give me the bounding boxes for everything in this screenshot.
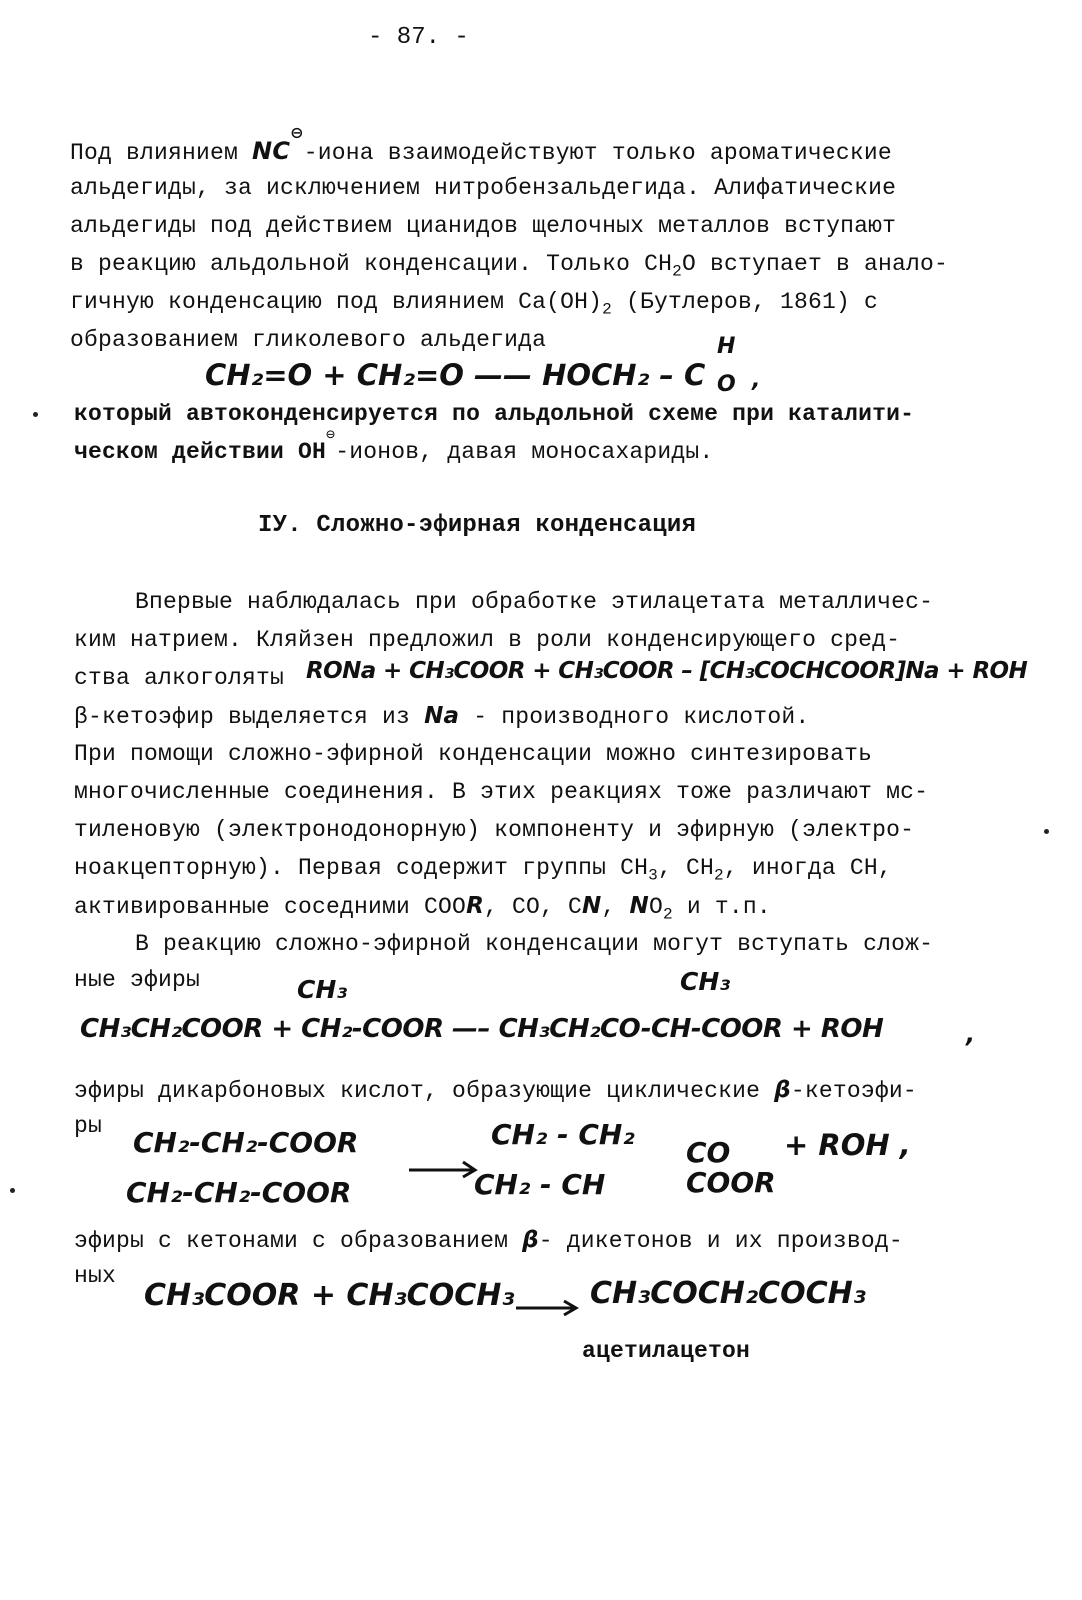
charge-sign: ⊖ <box>290 123 304 143</box>
text: O вступает в анало- <box>681 251 949 277</box>
eq1-left: CH₂=O + CH₂=O —— HOCH₂ – C <box>205 358 706 392</box>
para3-line9 <box>74 893 771 924</box>
eq2-ch3-b: CH₃ <box>680 967 731 996</box>
eq3-product-co: CO <box>686 1136 731 1169</box>
eq3-reactant-1: CH₂-CH₂-COOR <box>133 1126 359 1159</box>
text: β-кетоэфир выделяется из <box>74 704 411 730</box>
text: гичную конденсацию под влиянием Ca(OH) <box>70 289 603 315</box>
eq2-ch3-a: CH₃ <box>297 975 348 1004</box>
text: , иногда CH, <box>723 855 892 881</box>
beta-symbol: β <box>522 1227 539 1253</box>
para3-line8 <box>74 855 892 885</box>
para6-line2: ных <box>74 1263 117 1289</box>
para3-line4 <box>74 703 809 730</box>
text: (Бутлеров, 1861) с <box>611 289 878 315</box>
para1-line3: альдегиды под действием цианидов щелочных металлов вступают <box>70 213 897 239</box>
eq4-arrow <box>512 1296 582 1320</box>
eq4-left: CH₃COOR + CH₃COCH₃ <box>144 1278 515 1313</box>
para1-line6: образованием гликолевого альдегида <box>70 327 547 353</box>
para1-line1 <box>70 123 892 166</box>
section-heading: IУ. Сложно-эфирная конденсация <box>258 512 697 539</box>
para3-line1: Впервые наблюдалась при обработке этилацетата металличес- <box>135 589 934 615</box>
beta-symbol: β <box>774 1077 791 1103</box>
text: эфиры с кетонами с образованием <box>74 1228 509 1254</box>
eq3-arrow <box>405 1150 481 1180</box>
text: активированные соседними COO <box>74 894 467 920</box>
charge-sign: ⊖ <box>326 427 336 445</box>
eq3-product-2: CH₂ - CH <box>474 1168 606 1201</box>
equation-1 <box>205 358 705 392</box>
para2-line2 <box>74 427 714 465</box>
scan-speck <box>10 1188 15 1193</box>
text: в реакцию альдольной конденсации. Только CH <box>70 251 673 277</box>
page-number: - 87. - <box>368 24 469 51</box>
formula-n: N <box>582 893 602 919</box>
eq3-product-1: CH₂ - CH₂ <box>491 1118 635 1151</box>
text: -кетоэфи- <box>790 1078 917 1104</box>
subscript: 2 <box>662 905 673 924</box>
eq-claisen: RONa + CH₃COOR + CH₃COOR – [CH₃COCHCOOR]Na + ROH <box>306 658 1028 684</box>
para6-line1 <box>74 1227 903 1254</box>
equation-2: CH₃CH₂COOR + CH₂-COOR —– CH₃CH₂CO-CH-COOR + ROH <box>80 1014 884 1044</box>
para4-line1: В реакцию сложно-эфирной конденсации могут вступать слож- <box>135 931 934 957</box>
para3-line7: тиленовую (электронодонорную) компоненту и эфирную (электро- <box>74 817 915 843</box>
eq3-product-coor: COOR <box>686 1166 776 1199</box>
text: , <box>601 894 630 920</box>
text: , CH <box>657 855 714 881</box>
formula-na: Na <box>424 703 460 729</box>
formula-r: R <box>466 893 484 919</box>
text: эфиры дикарбоновых кислот, образующие циклические <box>74 1078 761 1104</box>
formula-nc: NC <box>252 137 291 165</box>
para5-line1 <box>74 1077 917 1104</box>
subscript: 3 <box>648 866 658 885</box>
text: - дикетонов и их производ- <box>538 1228 903 1254</box>
para3-line5: При помощи сложно-эфирной конденсации можно синтезировать <box>74 741 873 767</box>
para5-line2: ры <box>74 1113 103 1139</box>
para1-line4 <box>70 251 949 281</box>
scan-speck <box>1044 829 1049 834</box>
eq4-label: ацетилацетон <box>582 1338 751 1364</box>
subscript: 2 <box>602 300 612 319</box>
text: - производного кислотой. <box>473 704 810 730</box>
eq3-reactant-2: CH₂-CH₂-COOR <box>126 1176 352 1209</box>
eq1-comma: , <box>752 368 761 393</box>
text: ческом действии OH <box>74 439 327 465</box>
formula-n2: N <box>629 893 649 919</box>
text: и т.п. <box>672 894 771 920</box>
subscript: 2 <box>713 866 724 885</box>
eq1-o: O <box>717 372 736 397</box>
subscript: 2 <box>672 262 682 281</box>
text: ноакцепторную). Первая содержит группы CH <box>74 855 649 881</box>
text: , CO, C <box>484 894 583 920</box>
para1-line5 <box>70 289 878 319</box>
para3-line6: многочисленные соединения. В этих реакциях тоже различают мс- <box>74 779 929 805</box>
para4-line2: ные эфиры <box>74 967 201 993</box>
eq3-plus-roh: + ROH , <box>784 1128 911 1162</box>
text: -ионов, давая моносахариды. <box>335 439 714 465</box>
para3-line3 <box>74 665 284 691</box>
eq2-comma: , <box>966 1020 976 1048</box>
eq4-right: CH₃COCH₂COCH₃ <box>590 1276 866 1311</box>
eq1-h: H <box>717 334 736 359</box>
para2-line1: который автоконденсируется по альдольной схеме при каталити- <box>74 401 915 427</box>
text: ства алкоголяты <box>74 665 285 691</box>
text: Под влиянием <box>70 140 239 166</box>
para3-line2: ким натрием. Кляйзен предложил в роли конденсирующего сред- <box>74 627 901 653</box>
para1-line2: альдегиды, за исключением нитробензальдегида. Алифатические <box>70 175 897 201</box>
text: O <box>648 894 663 920</box>
text: -иона взаимодействуют только ароматические <box>303 140 892 166</box>
scan-speck <box>33 412 38 417</box>
